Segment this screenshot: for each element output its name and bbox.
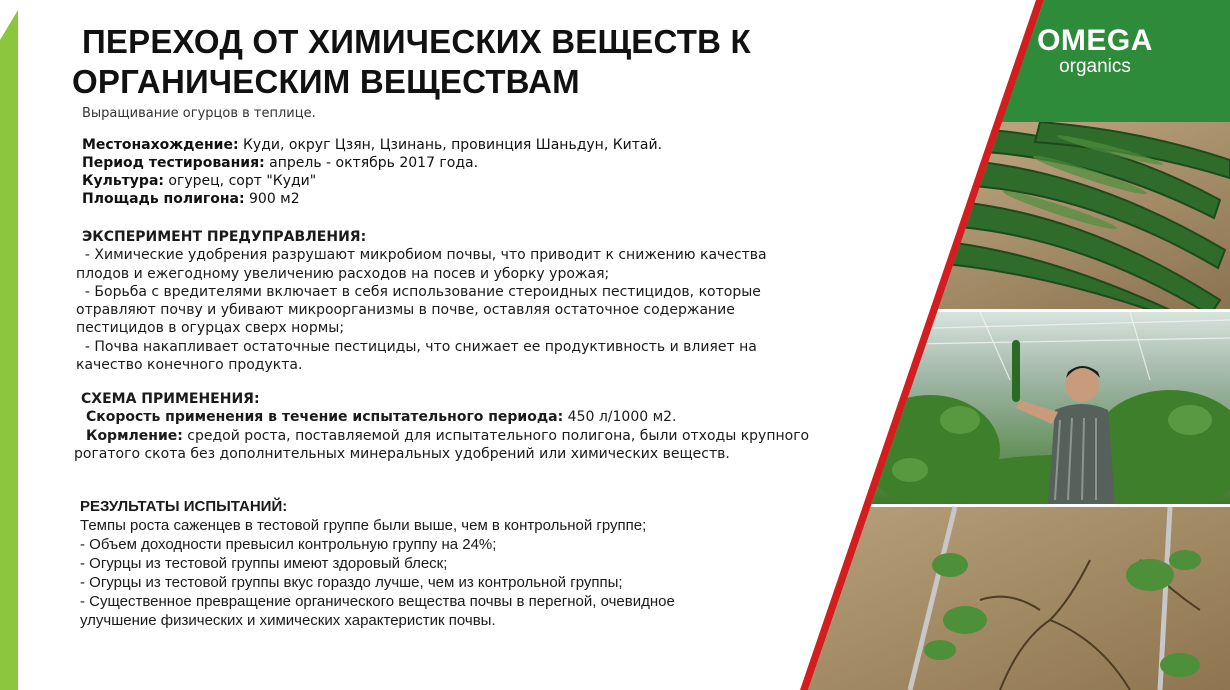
experiment-heading: ЭКСПЕРИМЕНТ ПРЕДУПРАВЛЕНИЯ:: [82, 229, 367, 245]
title-line-1: ПЕРЕХОД ОТ ХИМИЧЕСКИХ ВЕЩЕСТВ К: [82, 23, 751, 60]
scheme-section: [74, 390, 834, 463]
seedlings-soil-photo: [800, 507, 1230, 690]
experiment-line: отравляют почву и убивают микроорганизмы в почве, оставляя остаточное содержание: [76, 302, 735, 319]
info-label: Площадь полигона:: [82, 191, 245, 207]
scheme-feed-label: Кормление:: [86, 427, 183, 444]
cucumbers-photo: [800, 122, 1230, 315]
results-line: Темпы роста саженцев в тестовой группе были выше, чем в контрольной группе;: [80, 517, 647, 534]
info-block: [82, 136, 662, 208]
page-title: [72, 22, 832, 102]
results-line: - Объем доходности превысил контрольную группу на 24%;: [80, 536, 497, 553]
experiment-section: [76, 228, 806, 374]
info-label: Период тестирования:: [82, 155, 265, 171]
title-line-2: ОРГАНИЧЕСКИМ ВЕЩЕСТВАМ: [72, 63, 580, 100]
info-label: Местонахождение:: [82, 137, 239, 153]
info-period: [82, 154, 662, 172]
scheme-heading: СХЕМА ПРИМЕНЕНИЯ:: [81, 391, 260, 407]
greenhouse-photo: [800, 312, 1230, 515]
experiment-line: - Химические удобрения разрушают микробиом почвы, что приводит к снижению качества: [76, 247, 767, 264]
results-line: улучшение физических и химических характеристик почвы.: [80, 612, 496, 629]
info-value: апрель - октябрь 2017 года.: [264, 155, 479, 171]
omega-organics-logo: [1010, 24, 1180, 78]
scheme-feed: [74, 427, 834, 445]
results-line: - Огурцы из тестовой группы имеют здоровый блеск;: [80, 555, 448, 572]
logo-subtitle: organics: [1059, 56, 1131, 77]
results-line: - Существенное превращение органического вещества почвы в перегной, очевидное: [80, 593, 675, 610]
experiment-line: - Почва накапливает остаточные пестициды, что снижает ее продуктивность и влияет на: [76, 338, 757, 355]
info-value: огурец, сорт "Куди": [163, 173, 317, 189]
info-value: 900 м2: [244, 191, 300, 207]
info-location: [82, 136, 662, 154]
scheme-feed-value: средой роста, поставляемой для испытательного полигона, были отходы крупного: [182, 427, 810, 444]
info-area: [82, 190, 662, 208]
experiment-line: качество конечного продукта.: [76, 357, 303, 374]
scheme-feed-line2: рогатого скота без дополнительных минеральных удобрений или химических веществ.: [74, 445, 730, 462]
scheme-rate-label: Скорость применения в течение испытательного периода:: [86, 409, 564, 426]
results-section: [80, 497, 780, 630]
info-value: Куди, округ Цзян, Цзинань, провинция Шаньдун, Китай.: [238, 137, 663, 153]
logo-brand: OMEGA: [1037, 24, 1153, 57]
scheme-rate-value: 450 л/1000 м2.: [563, 409, 677, 426]
experiment-line: плодов и ежегодному увеличению расходов на посев и уборку урожая;: [76, 265, 610, 282]
info-label: Культура:: [82, 173, 164, 189]
subtitle: Выращивание огурцов в теплице.: [82, 106, 316, 121]
info-crop: [82, 172, 662, 190]
results-heading: РЕЗУЛЬТАТЫ ИСПЫТАНИЙ:: [80, 498, 288, 515]
experiment-line: - Борьба с вредителями включает в себя использование стероидных пестицидов, которые: [76, 283, 761, 300]
scheme-rate: [74, 408, 834, 426]
experiment-line: пестицидов в огурцах сверх нормы;: [76, 320, 345, 337]
results-line: - Огурцы из тестовой группы вкус гораздо лучше, чем из контрольной группы;: [80, 574, 623, 591]
